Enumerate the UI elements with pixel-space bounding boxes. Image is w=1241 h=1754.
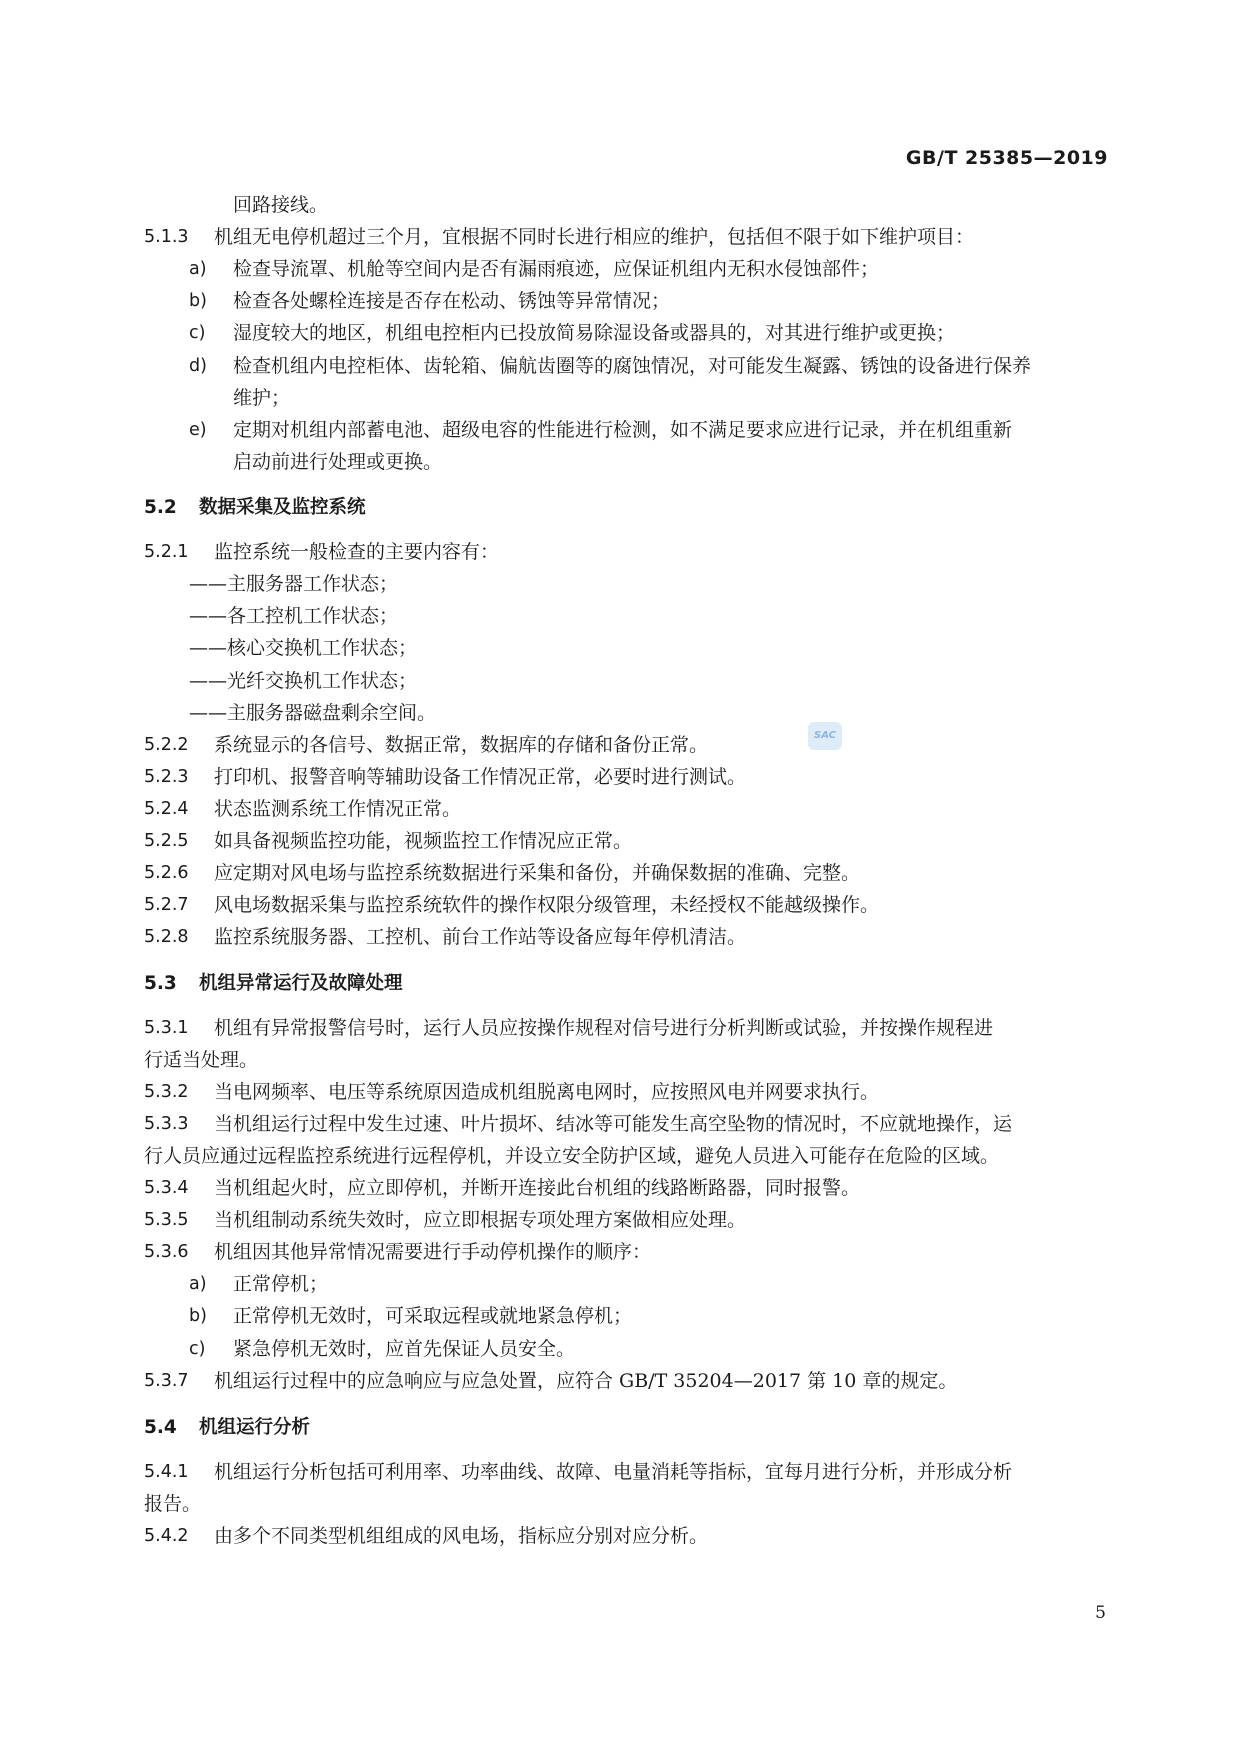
clause-text: 机组运行过程中的应急响应与应急处置，应符合 GB/T 35204—2017 第 10 章的规定。 (214, 1370, 958, 1392)
clause-text: 当机组制动系统失效时，应立即根据专项处理方案做相应处理。 (214, 1209, 747, 1231)
clause-text: 监控系统服务器、工控机、前台工作站等设备应每年停机清洁。 (214, 926, 747, 948)
standard-code-header: GB/T 25385—2019 (905, 147, 1108, 169)
section-heading: 机组运行分析 (199, 1417, 311, 1438)
clause-text: ——各工控机工作状态； (189, 605, 399, 627)
section-number: 5.4 (144, 1417, 177, 1438)
clause-text: 湿度较大的地区，机组电控柜内已投放简易除湿设备或器具的，对其进行维护或更换； (233, 322, 956, 344)
clause-number: a) (189, 1274, 207, 1294)
clause-number: 5.1.3 (144, 227, 189, 247)
clause-text: 机组无电停机超过三个月，宜根据不同时长进行相应的维护，包括但不限于如下维护项目： (214, 226, 975, 248)
clause-text: 风电场数据采集与监控系统软件的操作权限分级管理，未经授权不能越级操作。 (214, 894, 880, 916)
clause-number: 5.3.4 (144, 1178, 189, 1198)
clause-number: 5.2.8 (144, 927, 189, 947)
clause-number: b) (189, 1306, 207, 1326)
clause-number: 5.4.2 (144, 1526, 189, 1546)
clause-number: c) (189, 1339, 206, 1359)
clause-number: 5.3.2 (144, 1082, 189, 1102)
clause-text: ——主服务器磁盘剩余空间。 (189, 702, 437, 724)
clause-text: 维护； (233, 387, 291, 409)
clause-number: 5.2.3 (144, 767, 189, 787)
section-number: 5.2 (144, 497, 177, 518)
clause-text: 当机组起火时，应立即停机，并断开连接此台机组的线路断路器，同时报警。 (214, 1177, 861, 1199)
clause-text: 如具备视频监控功能，视频监控工作情况应正常。 (214, 830, 633, 852)
clause-number: 5.2.4 (144, 799, 189, 819)
clause-text: 定期对机组内部蓄电池、超级电容的性能进行检测，如不满足要求应进行记录，并在机组重新 (233, 419, 1013, 441)
clause-text: 当电网频率、电压等系统原因造成机组脱离电网时，应按照风电并网要求执行。 (214, 1081, 880, 1103)
section-number: 5.3 (144, 973, 177, 994)
clause-number: d) (189, 356, 207, 376)
clause-text: 机组因其他异常情况需要进行手动停机操作的顺序： (214, 1241, 652, 1263)
clause-number: 5.2.6 (144, 863, 189, 883)
section-heading: 机组异常运行及故障处理 (199, 973, 403, 994)
clause-text: 回路接线。 (233, 194, 329, 216)
clause-number: 5.2.5 (144, 831, 189, 851)
clause-number: 5.2.7 (144, 895, 189, 915)
clause-number: 5.3.6 (144, 1242, 189, 1262)
clause-number: 5.2.1 (144, 542, 189, 562)
clause-number: 5.2.2 (144, 735, 189, 755)
clause-number: e) (189, 420, 207, 440)
clause-number: 5.3.3 (144, 1114, 189, 1134)
clause-text: 行适当处理。 (144, 1049, 259, 1071)
clause-text: 检查机组内电控柜体、齿轮箱、偏航齿圈等的腐蚀情况，对可能发生凝露、锈蚀的设备进行保养 (233, 355, 1032, 377)
clause-text: 状态监测系统工作情况正常。 (214, 798, 462, 820)
clause-text: 正常停机； (233, 1273, 329, 1295)
clause-number: 5.3.1 (144, 1018, 189, 1038)
clause-number: 5.3.7 (144, 1371, 189, 1391)
clause-text: 机组有异常报警信号时，运行人员应按操作规程对信号进行分析判断或试验，并按操作规程进 (214, 1017, 994, 1039)
clause-text: 检查各处螺栓连接是否存在松动、锈蚀等异常情况； (233, 290, 671, 312)
clause-number: c) (189, 323, 206, 343)
section-heading: 数据采集及监控系统 (199, 497, 366, 518)
sac-watermark-logo: SAC (808, 722, 842, 750)
clause-text: 紧急停机无效时，应首先保证人员安全。 (233, 1338, 576, 1360)
clause-text: 应定期对风电场与监控系统数据进行采集和备份，并确保数据的准确、完整。 (214, 862, 861, 884)
clause-text: 打印机、报警音响等辅助设备工作情况正常，必要时进行测试。 (214, 766, 747, 788)
clause-text: 当机组运行过程中发生过速、叶片损坏、结冰等可能发生高空坠物的情况时，不应就地操作，运 (214, 1113, 1013, 1135)
clause-text: 由多个不同类型机组组成的风电场，指标应分别对应分析。 (214, 1525, 709, 1547)
clause-number: b) (189, 291, 207, 311)
clause-text: 报告。 (144, 1493, 202, 1515)
clause-text: ——核心交换机工作状态； (189, 637, 418, 659)
page-number: 5 (1095, 1603, 1106, 1623)
clause-text: 行人员应通过远程监控系统进行远程停机，并设立安全防护区域，避免人员进入可能存在危险的区域。 (144, 1145, 1000, 1167)
clause-text: 监控系统一般检查的主要内容有： (214, 541, 500, 563)
clause-text: 机组运行分析包括可利用率、功率曲线、故障、电量消耗等指标，宜每月进行分析，并形成分析 (214, 1461, 1013, 1483)
clause-text: 检查导流罩、机舱等空间内是否有漏雨痕迹，应保证机组内无积水侵蚀部件； (233, 258, 880, 280)
clause-text: ——光纤交换机工作状态； (189, 670, 418, 692)
clause-number: a) (189, 259, 207, 279)
clause-number: 5.3.5 (144, 1210, 189, 1230)
clause-text: 启动前进行处理或更换。 (233, 451, 443, 473)
clause-text: 系统显示的各信号、数据正常，数据库的存储和备份正常。 (214, 734, 709, 756)
clause-text: ——主服务器工作状态； (189, 573, 399, 595)
clause-number: 5.4.1 (144, 1462, 189, 1482)
clause-text: 正常停机无效时，可采取远程或就地紧急停机； (233, 1305, 633, 1327)
